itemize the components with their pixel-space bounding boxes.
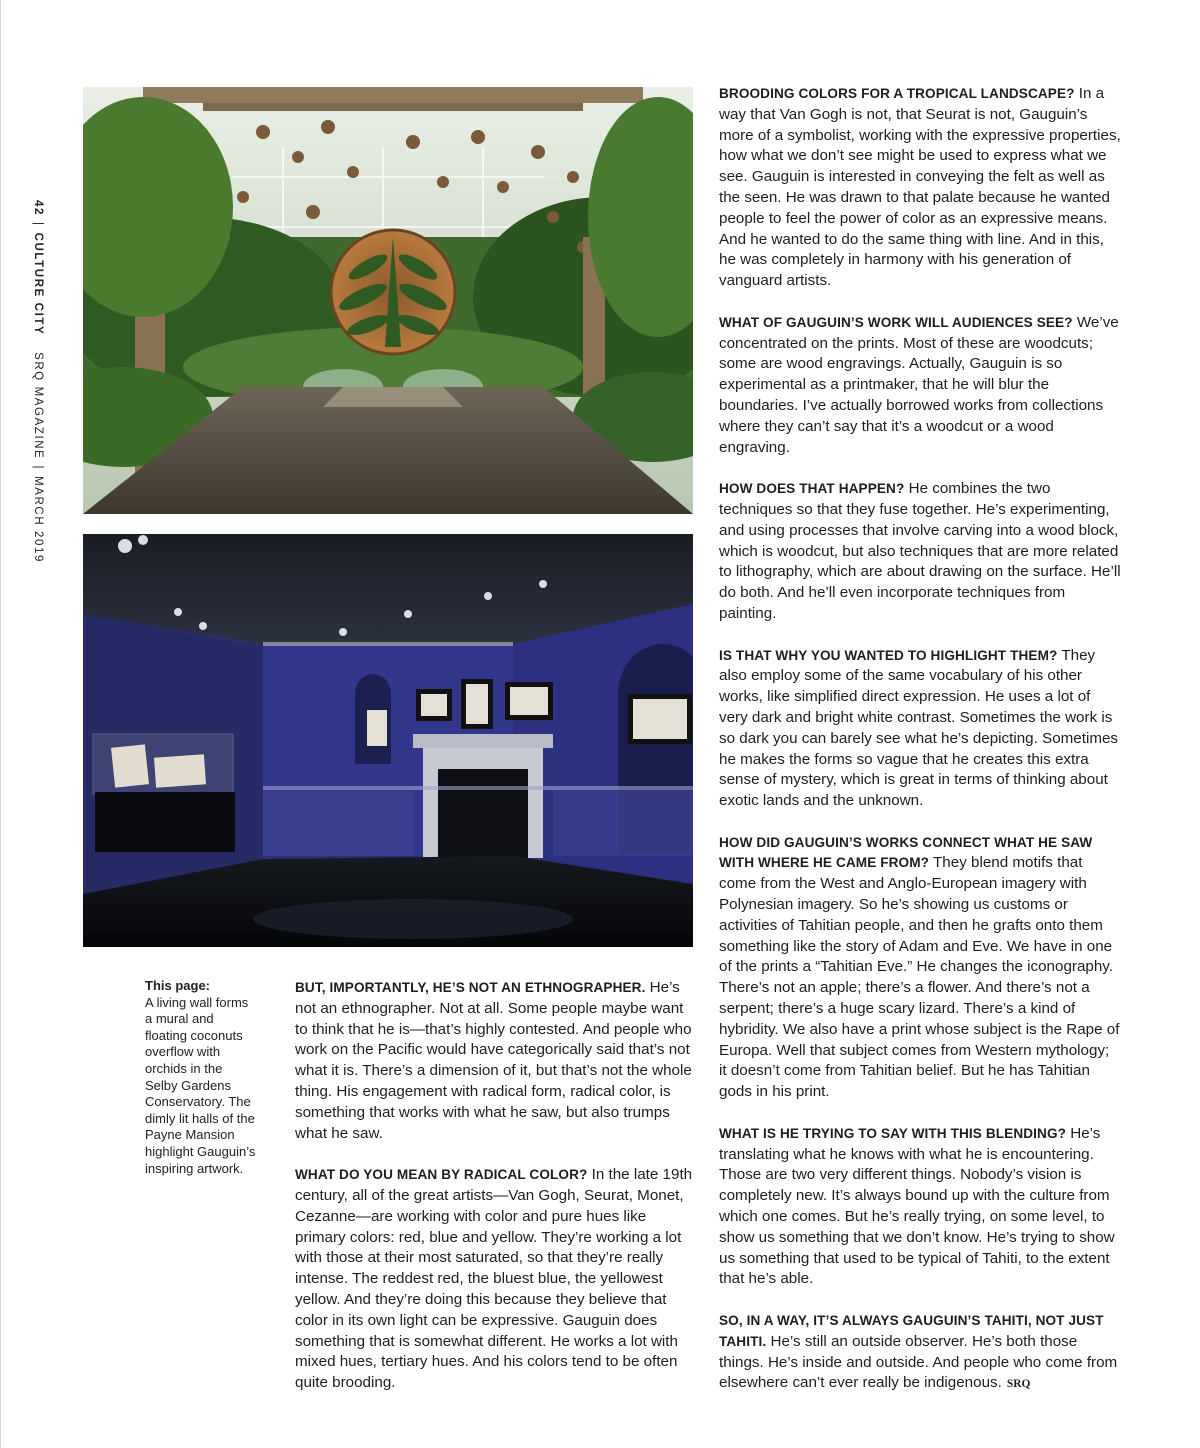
- interview-question: HOW DID GAUGUIN’S WORKS CONNECT WHAT HE SAW WITH WHERE HE CAME FROM?: [719, 834, 1093, 871]
- caption-label: This page:: [145, 978, 211, 993]
- caption-text: A living wall forms a mural and floating coconuts overflow with orchids in the Selby Gardens Conservatory. The dimly lit halls of the Payne Mansion highlight Gauguin’s inspiring artwork.: [145, 994, 256, 1176]
- interview-answer: He’s not an ethnographer. Not at all. Some people maybe want to think that he is—that’s highly contested. And people who work on the Pacific would have categorically said that’s not what it is. There’s a dimension of it, but that’s not the whole thing. His engagement with radical form, radical color, is something that works with what he saw, but also trumps what he saw.: [295, 979, 692, 1142]
- article-paragraph: [295, 978, 697, 1144]
- interview-question: HOW DOES THAT HAPPEN?: [719, 481, 905, 497]
- page-edge-line: [0, 0, 1, 1448]
- interview-answer: In the late 19th century, all of the great artists—Van Gogh, Seurat, Monet, Cezanne—are working with color and pure hues like primary colors: red, blue and yellow. They’re working a lot with those at their most saturated, so that they’re really intense. The reddest red, the bluest blue, the yellowest yellow. And they’re doing this because they believe that color in its own light can be expressive. Gauguin does something that is somewhat different. He works a lot with mixed hues, tertiary hues. And his colors tend to be often quite brooding.: [295, 1166, 693, 1392]
- page-number: 42: [32, 200, 44, 216]
- issue-date: MARCH 2019: [32, 476, 44, 564]
- end-mark: SRQ: [1006, 1378, 1031, 1391]
- interview-answer: They blend motifs that come from the West and Anglo-European imagery with Polynesian imagery. So he’s showing us customs or activities of Tahitian people, and then he grafts onto them something like the story of Adam and Eve. We have in one of the prints a “Tahitian Eve.” He changes the iconography. There’s not an apple; there’s a flower. And there’s not a serpent; there’s a huge scary lizard. There’s a kind of hybridity. We also have a print whose subject is the Rape of Europa. Well that subject comes from Western mythology; it doesn’t come from Tahitian belief. But he has Tahitian gods in his print.: [719, 854, 1120, 1101]
- article-paragraph: [719, 833, 1121, 1103]
- article-paragraph: [719, 1311, 1121, 1395]
- article-paragraph: [719, 84, 1121, 292]
- article-paragraph: [719, 479, 1121, 625]
- interview-answer: We’ve concentrated on the prints. Most of these are woodcuts; some are wood engravings. Actually, Gauguin is so experimental as a printmaker, that he will blur the boundaries. I’ve actually borrowed works from collections where they can’t say that it’s a woodcut or a wood engraving.: [719, 313, 1119, 456]
- interview-answer: He combines the two techniques so that they fuse together. He’s experimenting, and using processes that involve carving into a wood block, which is woodcut, but also techniques that are more related to lithography, which are about drawing on the surface. He’ll do both. And he’ll even incorporate techniques from painting.: [719, 480, 1121, 622]
- interview-question: IS THAT WHY YOU WANTED TO HIGHLIGHT THEM?: [719, 647, 1058, 663]
- conservatory-photo: [83, 87, 693, 514]
- interview-answer: He’s still an outside observer. He’s both those things. He’s inside and outside. And people who come from elsewhere can’t ever really be indigenous.: [719, 1332, 1118, 1392]
- article-paragraph: [719, 646, 1121, 812]
- section-name: CULTURE CITY: [32, 232, 44, 336]
- article-column-left: [295, 978, 697, 1415]
- interview-question: WHAT DO YOU MEAN BY RADICAL COLOR?: [295, 1167, 588, 1183]
- gallery-photo: [83, 534, 693, 947]
- interview-question: BUT, IMPORTANTLY, HE’S NOT AN ETHNOGRAPHER.: [295, 980, 646, 995]
- article-column-right: [719, 84, 1121, 1416]
- article-paragraph: [719, 313, 1121, 459]
- publication-name: SRQ MAGAZINE: [32, 352, 44, 460]
- page-folio: [30, 200, 46, 564]
- interview-question: SO, IN A WAY, IT’S ALWAYS GAUGUIN’S TAHITI, NOT JUST TAHITI.: [719, 1313, 1104, 1349]
- folio-divider: |: [32, 465, 44, 471]
- interview-question: WHAT IS HE TRYING TO SAY WITH THIS BLENDING?: [719, 1125, 1067, 1141]
- interview-answer: They also employ some of the same vocabulary of his other works, like simplified direct expression. He uses a lot of very dark and bright white contrast. Sometimes the work is so dark you can barely see what he’s depicting. Sometimes he makes the forms so vague that he creates this extra sense of mystery, which is great in terms of thinking about exotic lands and the unknown.: [719, 646, 1119, 810]
- interview-question: WHAT OF GAUGUIN’S WORK WILL AUDIENCES SEE?: [719, 314, 1073, 330]
- article-paragraph: [719, 1124, 1121, 1290]
- article-paragraph: [295, 1165, 697, 1394]
- interview-question: BROODING COLORS FOR A TROPICAL LANDSCAPE?: [719, 86, 1075, 101]
- folio-divider: |: [32, 222, 44, 227]
- interview-answer: In a way that Van Gogh is not, that Seurat is not, Gauguin’s more of a symbolist, working with the expressive properties, how what we don’t see might be used to express what we see. Gauguin is interested in conveying the felt as well as the seen. He was drawn to that palate because he wanted people to feel the power of color as an expressive means. And he wanted to do the same thing with line. And in this, he was completely in harmony with his generation of vanguard artists.: [719, 85, 1121, 290]
- photo-caption: [145, 978, 257, 1177]
- interview-answer: He’s translating what he knows with what he is encountering. Those are two very different things. Nobody’s vision is completely new. It’s always bound up with the culture from which one comes. But he’s really trying, on some level, to show us something that we don’t know. He’s trying to show us something that used to be typical of Tahiti, to the extent that he’s able.: [719, 1124, 1115, 1288]
